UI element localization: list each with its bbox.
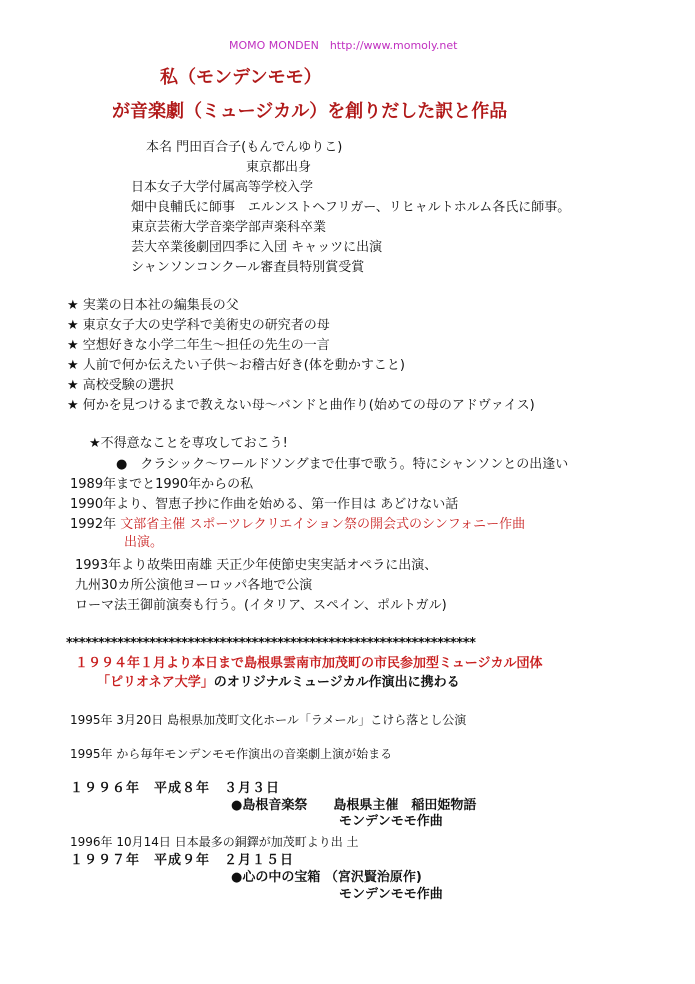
history-1992-year: 1992年 — [70, 517, 121, 532]
history-1992 — [70, 516, 525, 534]
history-line: 1989年までと1990年からの私 — [70, 477, 254, 492]
event-line: 1995年 3月20日 島根県加茂町文化ホール「ラメール」こけら落とし公演 — [70, 713, 467, 727]
event-1997-item: ●心の中の宝箱 （宮沢賢治原作) — [231, 870, 422, 885]
reason-item: ★ 高校受験の選択 — [67, 378, 174, 393]
history-1992-highlight: 文部省主催 スポーツレクリエイション祭の開会式のシンフォニー作曲 — [120, 517, 526, 532]
major-bullet-note: ● クラシック～ワールドソングまで仕事で歌う。特にシャンソンとの出逢い — [116, 457, 569, 472]
highlight-group-name: 「ピリオネア大学」 — [97, 675, 214, 690]
history-line: 九州30カ所公演他ヨーロッパ各地で公演 — [75, 578, 313, 593]
event-line: 1996年 10月14日 日本最多の銅鐸が加茂町より出 土 — [70, 835, 359, 849]
event-1996-item: ●島根音楽祭 島根県主催 稲田姫物語 — [231, 798, 477, 813]
profile-line: シャンソンコンクール審査員特別賞受賞 — [131, 260, 365, 275]
profile-line: 畑中良輔氏に師事 エルンストヘフリガー、リヒャルトホルム各氏に師事。 — [131, 200, 571, 215]
profile-line: 東京芸術大学音楽学部声楽科卒業 — [131, 220, 327, 235]
history-line: 1990年より、智恵子抄に作曲を始める、第一作目は あどけない話 — [70, 497, 459, 512]
profile-line: 日本女子大学付属高等学校入学 — [131, 180, 314, 195]
event-1997-date: １９９７年 平成９年 ２月１５日 — [70, 853, 295, 868]
reason-item: ★ 人前で何か伝えたい子供～お稽古好き(体を動かすこと) — [67, 358, 405, 373]
page-title-line-2: が音楽劇（ミュージカル）を創りだした訳と作品 — [112, 101, 508, 122]
highlight-rest: のオリジナルミュージカル作演出に携わる — [213, 675, 460, 690]
reason-item: ★ 空想好きな小学二年生～担任の先生の一言 — [67, 338, 330, 353]
site-header: MOMO MONDEN http://www.momoly.net — [229, 39, 458, 52]
event-1996-date: １９９６年 平成８年 ３月３日 — [70, 781, 281, 796]
profile-real-name: 本名 門田百合子(もんでんゆりこ) — [146, 140, 343, 155]
reason-item: ★ 東京女子大の史学科で美術史の研究者の母 — [67, 318, 330, 333]
history-line: ローマ法王御前演奏も行う。(イタリア、スペイン、ポルトガル) — [75, 598, 447, 613]
reason-item: ★ 何かを見つけるまで教えない母～バンドと曲作り(始めての母のアドヴァイス) — [67, 398, 535, 413]
major-star-note: ★不得意なことを専攻しておこう! — [89, 436, 288, 451]
profile-line: 芸大卒業後劇団四季に入団 キャッツに出演 — [131, 240, 383, 255]
profile-birthplace: 東京都出身 — [246, 160, 312, 175]
history-1992-highlight-cont: 出演。 — [124, 535, 164, 550]
history-line: 1993年より故柴田南雄 天正少年使節史実実話オペラに出演、 — [75, 558, 438, 573]
event-1997-credit: モンデンモモ作曲 — [339, 887, 443, 902]
separator: **************************************************************** — [66, 636, 476, 651]
event-1996-credit: モンデンモモ作曲 — [339, 814, 443, 829]
page-title-line-1: 私（モンデンモモ） — [160, 67, 322, 88]
event-line: 1995年 から毎年モンデンモモ作演出の音楽劇上演が始まる — [70, 747, 393, 761]
highlight-line-1: １９９４年１月より本日まで島根県雲南市加茂町の市民参加型ミュージカル団体 — [75, 656, 543, 671]
highlight-line-2 — [97, 674, 460, 692]
reason-item: ★ 実業の日本社の編集長の父 — [67, 298, 239, 313]
